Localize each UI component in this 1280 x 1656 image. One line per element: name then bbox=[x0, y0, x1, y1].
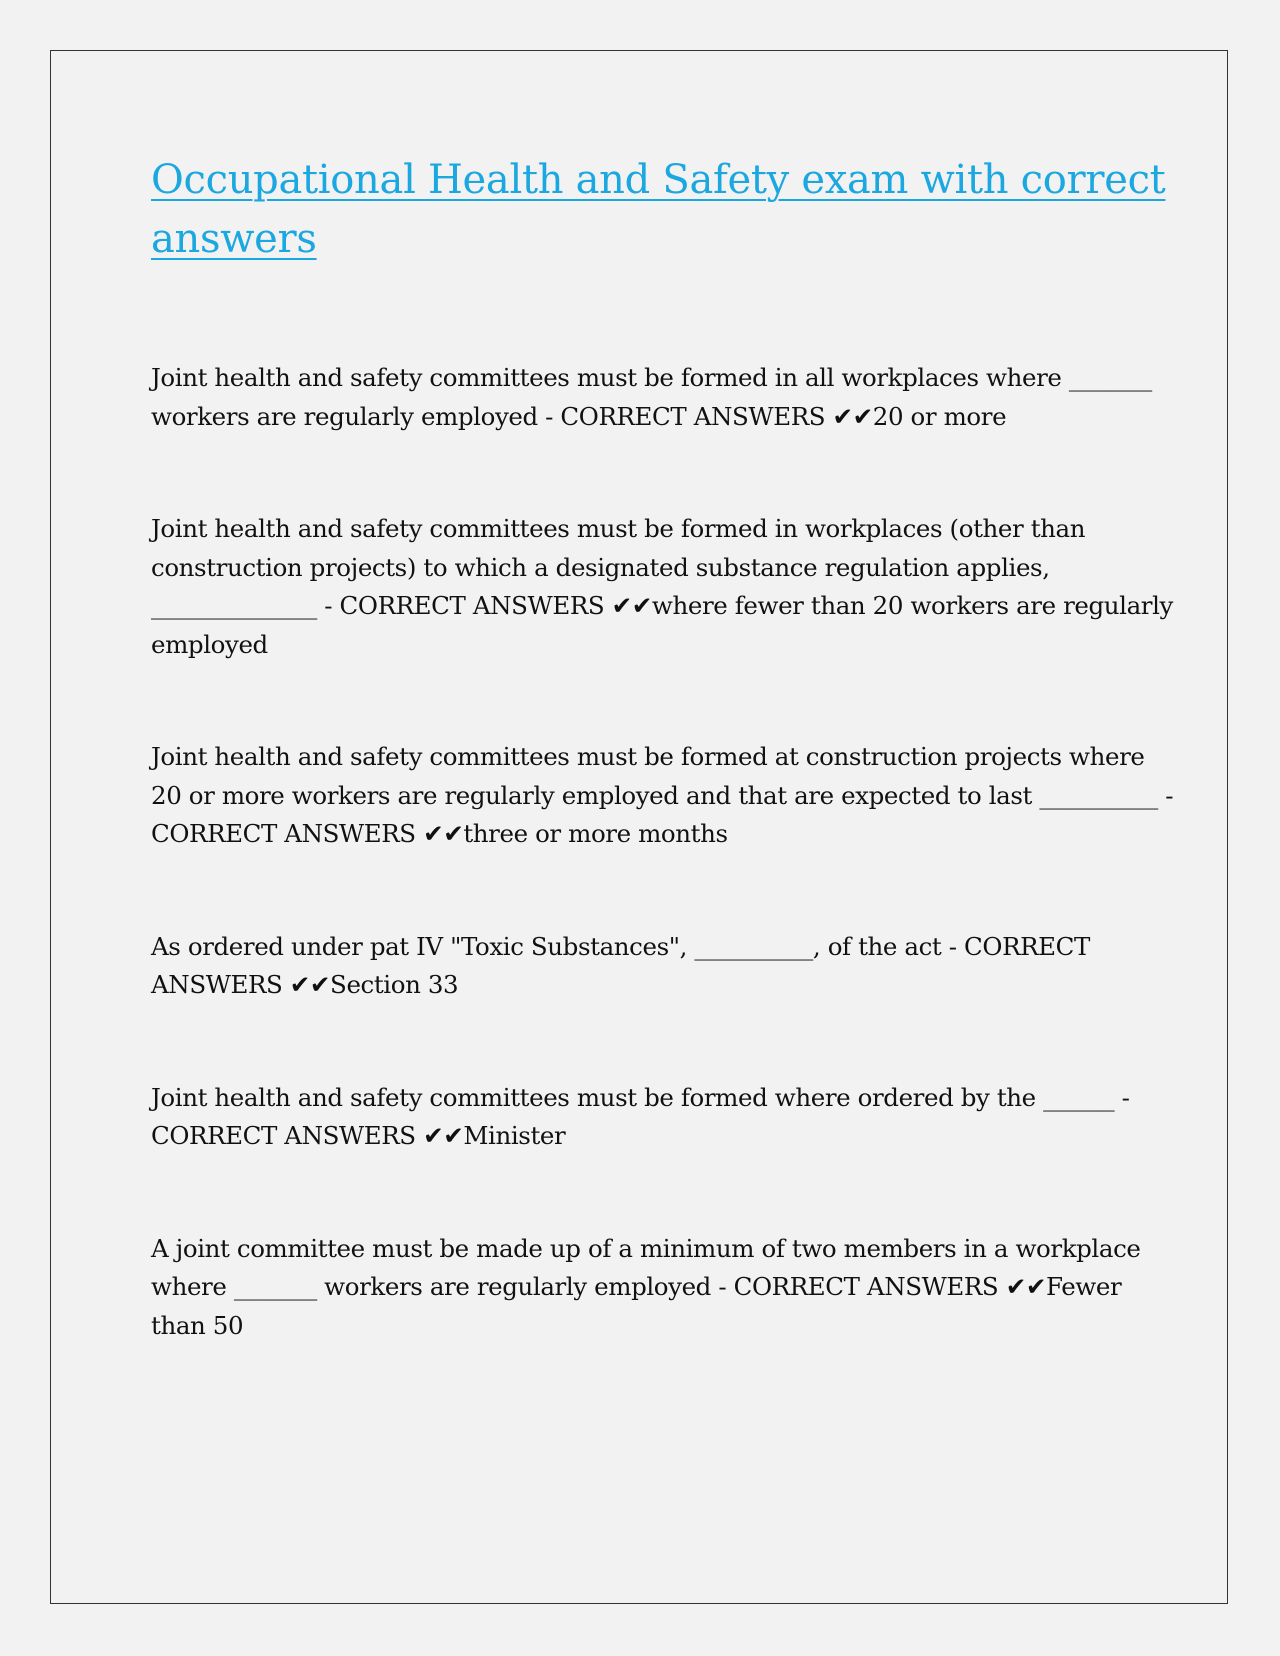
qa-item-5: Joint health and safety committees must be formed where ordered by the ______ - CORRECT ANSWERS ✔✔Minister bbox=[151, 1082, 1130, 1150]
document-page bbox=[50, 50, 1228, 1604]
qa-item-2: Joint health and safety committees must be formed in workplaces (other than construction projects) to which a designated substance regulation applies, ______________ - CORRECT ANSWERS ✔✔where fewer than 20 workers are regularly employed bbox=[151, 514, 1173, 659]
document-title-link[interactable]: Occupational Health and Safety exam with correct answers bbox=[151, 157, 1166, 262]
qa-item-1: Joint health and safety committees must be formed in all workplaces where _______ workers are regularly employed - CORRECT ANSWERS ✔✔20 or more bbox=[151, 363, 1152, 431]
document-content bbox=[151, 151, 1181, 1419]
qa-item-6: A joint committee must be made up of a minimum of two members in a workplace where _______ workers are regularly employed - CORRECT ANSWERS ✔✔Fewer than 50 bbox=[151, 1233, 1141, 1340]
qa-item-3: Joint health and safety committees must be formed at construction projects where 20 or more workers are regularly employed and that are expected to last __________ - CORRECT ANSWERS ✔✔three or more months bbox=[151, 742, 1174, 848]
document-title[interactable] bbox=[151, 151, 1181, 269]
qa-item-4: As ordered under pat IV "Toxic Substances", __________, of the act - CORRECT ANSWERS ✔✔Section 33 bbox=[151, 931, 1090, 999]
